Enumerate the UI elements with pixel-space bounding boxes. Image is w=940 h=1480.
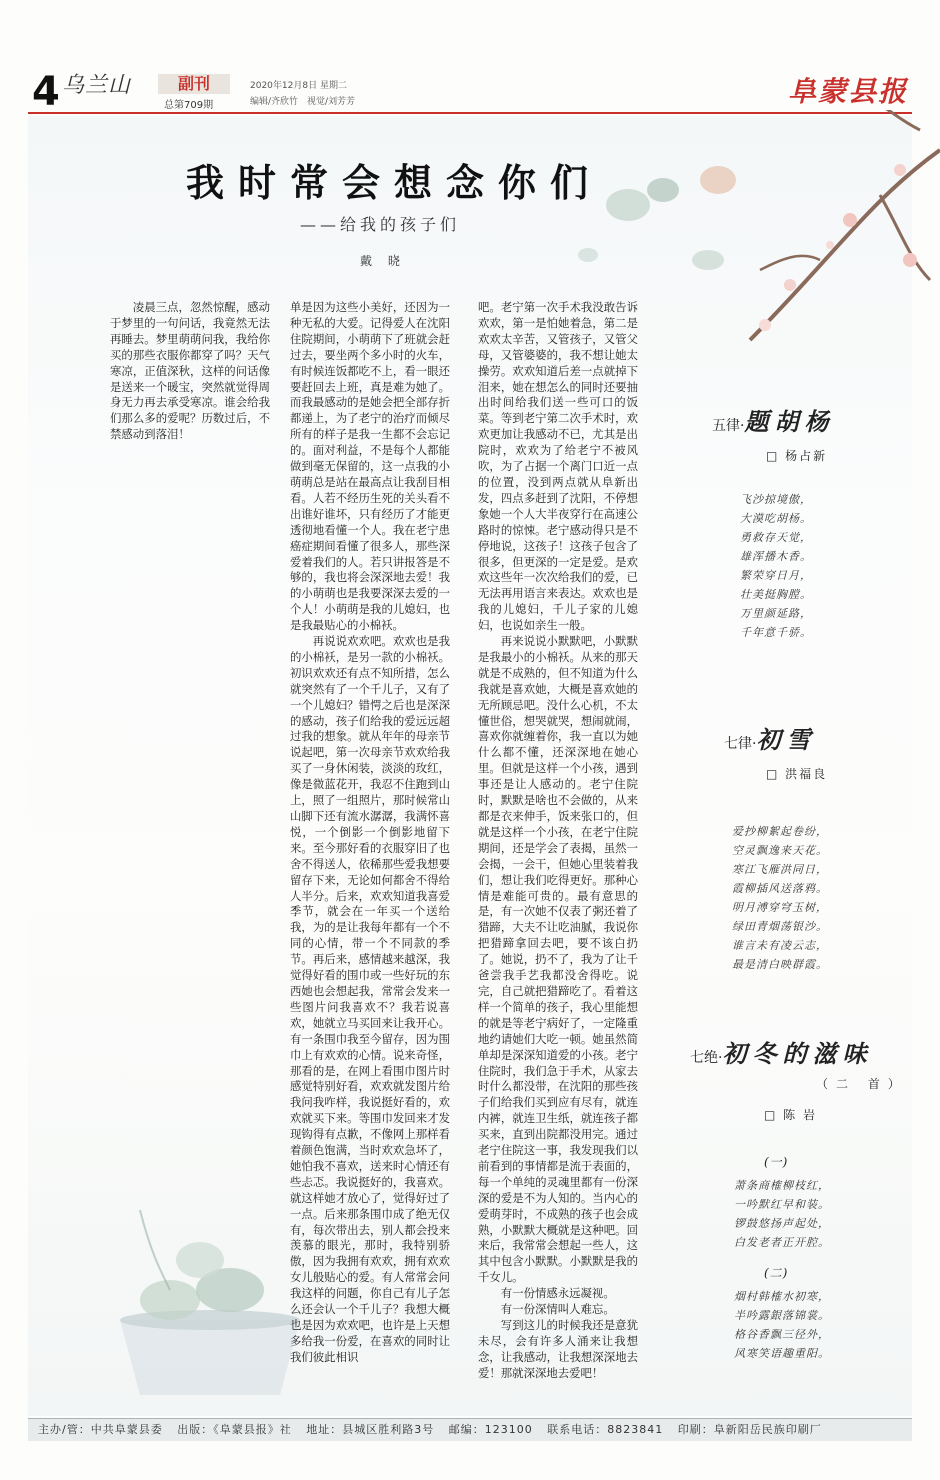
poem-line: 千年意千骄。 <box>740 626 812 639</box>
paragraph: 吧。老宁第一次手术我没敢告诉欢欢，第一是怕她着急，第二是欢欢太辛苦，又管孩子，又管父母，又管婆婆的，我不想让她太操劳。欢欢知道后差一点就掉下泪来，她在想怎么的同时还要抽出时间给我们送一些可口的饭菜。等到老宁第二次手术时，欢欢更加让我感动不已，尤其是出院时，欢欢为了给老宁不被风吹，为了占据一个离门口近一点的位置，没到两点就从阜新出发，四点多赶到了沈阳，不停想象她一个人大半夜穿行在高速公路时的惊悚。老宁感动得只是不停地说，这孩子！这孩子包含了很多，但更深的一定是爱。是欢欢这些年一次次给我们的爱，已无法再用语言来表达。欢欢也是我的儿媳妇，千儿子家的儿媳妇，也说如亲生一般。 <box>478 300 638 633</box>
poem-line: 一吟默红早和装。 <box>734 1198 830 1211</box>
article-title: 我时常会想念你们 <box>186 160 603 205</box>
masthead <box>28 66 912 114</box>
poem-line: 半吟露銀落锦裳。 <box>734 1309 830 1322</box>
paragraph: 再说说欢欢吧。欢欢也是我的小棉袄，是另一款的小棉袄。初识欢欢还有点不知所措，怎么就突然有了一个千儿子，又有了一个儿媳妇？错愕之后也是深深的感动，孩子们给我的爱远远超过我的想象。就从年年的母亲节说起吧，第一次母亲节欢欢给我买了一身休闲装，淡淡的玫红，像是微蓝花开，我忍不住跑到山上，照了一组照片，那时候常山山脚下还有流水潺潺，我满怀喜悦，一个倒影一个倒影地留下来。至今那好看的衣服穿旧了也舍不得送人，依稀那些爱我想要留存下来，无论如何都舍不得给人半分。后来，欢欢知道我喜爱季节，就会在一年买一个送给我，为的是让我每年都有一个不同的心情，带一个不同款的季节。再后来，感情越来越深，我觉得好看的围巾或一些好玩的东西她也会想起我，常常会发来一些图片问我喜欢不？我若说喜欢，她就立马买回来让我开心。有一条围巾我至今留存，因为围巾上有欢欢的心情。说来奇怪，那看的是，在网上看围巾图片时感觉特别好看，欢欢就发图片给我问我咋样，我说挺好看的，欢欢就买下来。等围巾发回来才发现钩得有点歉，不像网上那样看着颜色饱满，当时欢欢急坏了，她怕我不喜欢，送来时心情还有些忐忑。我说挺好的，我喜欢。就这样她才放心了，觉得好过了一点。后来那条围巾成了绝无仅有，每次带出去，别人都会投来羡慕的眼光，那时，我特别骄傲，因为我拥有欢欢，拥有欢欢女儿般贴心的爱。有人常常会问我这样的问题，你自己有儿子怎么还会认一个千儿子？我想大概也是因为欢欢吧，也许是上天想多给我一份爱，在喜欢的同时让我们彼此相识 <box>290 634 450 1364</box>
poem-line: 空灵飘逸来天花。 <box>732 844 828 857</box>
poem-title: 七绝·初冬的滋味 <box>690 1039 873 1068</box>
poem-note: （二 首） <box>816 1077 908 1091</box>
poem-hu-yang <box>680 402 900 642</box>
poem-author: □ 洪福良 <box>766 767 828 781</box>
poem-author: □ 陈 岩 <box>764 1108 817 1122</box>
poem-line: 飞沙掠境傲， <box>740 493 812 506</box>
paragraph: 有一份深情叫人难忘。 <box>500 1302 615 1317</box>
poem-line: 繁荣穿日月， <box>740 569 812 582</box>
poem-line: 勇救存天觉， <box>740 531 812 544</box>
poem-line: 格谷香飘三径外， <box>734 1328 830 1341</box>
poem-line: 白发老者正开腔。 <box>734 1236 830 1249</box>
poem-line: 雄浑播木香。 <box>740 550 812 563</box>
poem-lines <box>732 822 900 974</box>
paragraph: 写到这儿的时候我还是意犹未尽，会有许多人涌来让我想念，让我感动，让我想深深地去爱！那就深深地去爱吧！ <box>478 1318 638 1380</box>
article-column-3 <box>478 300 638 1410</box>
poem-author: □ 杨占新 <box>766 449 828 463</box>
poem-first-snow <box>680 720 900 974</box>
article-column-2 <box>290 300 450 1410</box>
poem-part-label: (一) <box>764 1155 789 1169</box>
footer-address: 地址：县城区胜利路3号 <box>306 1423 435 1436</box>
paragraph: 再来说说小默默吧，小默默是我最小的小棉袄。从来的那天就是不成熟的，但不知道为什么我就是喜欢她，大概是喜欢她的无所顾忌吧。没什么心机，不太懂世俗，想哭就哭，想闹就闹，喜欢你就缠着你，我一直以为她什么都不懂，还深深地在她心里。但就是这样一个小孩，遇到事还是让人感动的。老宁住院时，默默是啥也不会做的，从来都是衣来伸手，饭来张口的，但就是这样一个小孩，在老宁住院期间，还是学会了表揭，虽然一会揭，一会干，但她心里装着我们，想让我们吃得更好。那种心情是难能可贵的。最有意思的是，有一次她不仅表了粥还着了猎蹄，大夫不让吃油腻，我说你把猎蹄拿回去吧，要不该白扔了。她说，扔不了，我为了让千爸尝我手艺我都没舍得吃。说完，自己就把猎蹄吃了。看着这样一个简单的孩子，我心里能想的就是等老宁病好了，一定隆重地约请她们大吃一顿。她虽然简单却是深深知道爱的小孩。老宁住院时，我们急于手术，从家去时什么都没带，在沈阳的那些孩子们给我们买到应有尽有，就连内裤，就连卫生纸，就连孩子都买来，直到出院都没用完。通过老宁住院这一事，我发现我们以前看到的事情都是流于表面的，每一个单纯的灵魂里都有一份深深的爱是不为人知的。当内心的爱萌芽时，不成熟的孩子也会成熟，小默默大概就是这种吧。回来后，我常常会想起一些人，这其中包含小默默。小默默是我的千女儿。 <box>478 634 638 1285</box>
poem-line: 爱抄柳絮起卷纷， <box>732 825 828 838</box>
poem-line: 绿田青烟荡银沙。 <box>732 920 828 933</box>
poem-line: 万里颜延路， <box>740 607 812 620</box>
section-badge: 副刊 <box>158 74 230 94</box>
poem-lines <box>734 1153 910 1363</box>
footer-publisher: 出版：《阜蒙县报》社 <box>177 1423 292 1436</box>
paragraph: 单是因为这些小美好，还因为一种无私的大爱。记得爱人在沈阳住院期间，小萌萌下了班就会赶过去，要坐两个多小时的火车，有时候连饭都吃不上，看一眼还要赶回去上班，真是难为她了。而我最感动的是她会把全部存折都递上，为了老宁的治疗而倾尽所有的样子是我一生都不会忘记的。面对利益，不是每个人都能做到毫无保留的，这一点我的小萌萌总是站在最高点让我刮目相看。人若不经历生死的关头看不出谁好谁坏，只有经历了才能更透彻地看懂一个人。我在老宁患癌症期间看懂了很多人，那些深爱着我们的人。若只讲报答是不够的，我也将会深深地去爱！我的小萌萌也是我要深深去爱的一个人！小萌萌是我的儿媳妇，也是我最贴心的小棉袄。 <box>290 300 450 633</box>
poem-line: 壮美挺胸膛。 <box>740 588 812 601</box>
poem-line: 最是清白映群霞。 <box>732 958 828 971</box>
footer-postcode: 邮编：123100 <box>448 1423 533 1436</box>
article-author: 戴 晓 <box>360 254 406 268</box>
column-logo: 乌兰山 <box>62 73 132 98</box>
poem-line: 明月溥穿穹玉树， <box>732 901 828 914</box>
poem-line: 寒江飞雁洪同日， <box>732 863 828 876</box>
article-column-1 <box>110 300 270 1410</box>
staff-credits: 编辑/齐欣竹 视觉/刘芳芳 <box>250 97 356 107</box>
paragraph: 有一份情感永远凝视。 <box>500 1286 615 1301</box>
footer-printer: 印刷：阜新阳岳民族印刷厂 <box>677 1423 822 1436</box>
paragraph: 凌晨三点，忽然惊醒，感动于梦里的一句问话，我竟然无法再睡去。梦里萌萌问我，我给你买的那些衣服你都穿了吗？天气寒凉，正值深秋，这样的问话像是送来一个暖宝，突然就觉得周身无力再去承受寒凉。谁会给我们那么多的爱呢？历数过后，不禁感动到落泪！ <box>110 300 270 442</box>
paper-name: 阜蒙县报 <box>787 75 908 108</box>
article-subtitle: ——给我的孩子们 <box>300 215 461 234</box>
poem-line: 烟村韩榷水初寒， <box>734 1290 830 1303</box>
poem-title: 七律·初雪 <box>724 725 817 754</box>
poem-line: 萧条商榷柳枝红， <box>734 1179 830 1192</box>
poem-lines <box>740 490 900 642</box>
poem-line: 谁言未有凌云志， <box>732 939 828 952</box>
footer-sponsor: 主办/管：中共阜蒙县委 <box>38 1423 163 1436</box>
poem-line: 风寒笑语趣重阳。 <box>734 1347 830 1360</box>
footer-phone: 联系电话：8823841 <box>547 1423 664 1436</box>
poem-line: 锣鼓悠扬声起处， <box>734 1217 830 1230</box>
poem-line: 大漠吃胡杨。 <box>740 512 812 525</box>
poem-part-label: (二) <box>764 1266 789 1280</box>
poem-early-winter <box>690 1034 910 1363</box>
poem-line: 霞柳插风送落鸦。 <box>732 882 828 895</box>
page-number: 4 <box>32 69 60 115</box>
issue-number: 总第709期 <box>164 100 214 111</box>
poem-title: 五律·题胡杨 <box>712 407 835 436</box>
issue-date: 2020年12月8日 星期二 <box>250 81 347 91</box>
footer-bar <box>28 1418 912 1441</box>
